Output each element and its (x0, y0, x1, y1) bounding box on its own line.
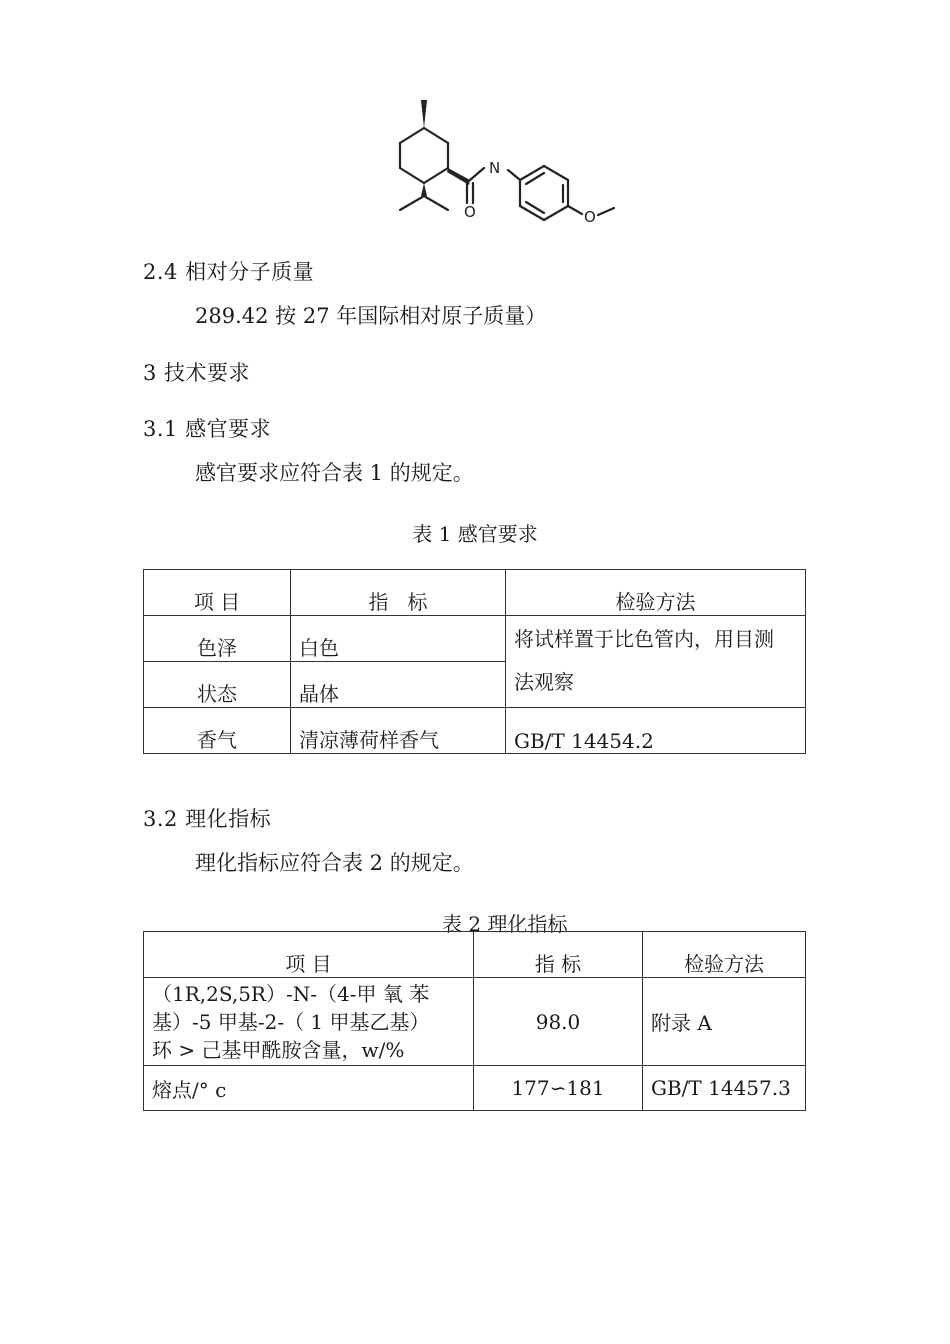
section-3-1-text: 感官要求应符合表 1 的规定。 (195, 461, 474, 485)
table1-cell-item: 状态 (144, 662, 291, 708)
atom-label-o-methoxy: O (584, 208, 596, 226)
table2-cell-value: 98.0 (474, 978, 643, 1066)
table1-method-line1: 将试样置于比色管内，用目测 (514, 627, 774, 651)
atom-label-o-carbonyl: O (464, 203, 476, 221)
table2-cell-item: 熔点/° c (144, 1066, 474, 1111)
table2-cell-item (144, 978, 474, 1066)
amide-wedge (447, 168, 470, 185)
table2-item-line2: 基）-5 甲基-2-（ 1 甲基乙基） (152, 1009, 430, 1034)
table2-cell-method: 附录 A (643, 978, 806, 1066)
table2-item-line3: 环 > 己基甲酰胺含量，w/% (152, 1037, 405, 1062)
table2-header-item: 项 目 (144, 932, 474, 978)
section-2-4-text: 289.42 按 27 年国际相对原子质量） (195, 304, 547, 328)
table2-cell-method: GB/T 14457.3 (643, 1066, 806, 1111)
table1 (143, 569, 806, 754)
table2-header-method: 检验方法 (643, 932, 806, 978)
table1-caption: 表 1 感官要求 (412, 522, 538, 546)
table2-item-line1: （1R,2S,5R）-N-（4-甲 氧 苯 (152, 981, 430, 1006)
section-3-2-heading: 3.2 理化指标 (143, 807, 272, 831)
table1-cell-value: 晶体 (291, 662, 506, 708)
table1-cell-method-merged (506, 616, 806, 708)
table2 (143, 931, 806, 1111)
table2-header-value: 指 标 (474, 932, 643, 978)
table2-cell-value: 177∽181 (474, 1066, 643, 1111)
section-3-2-text: 理化指标应符合表 2 的规定。 (195, 851, 474, 875)
table1-header-method: 检验方法 (506, 570, 806, 616)
methyl-wedge (421, 100, 427, 128)
table1-cell-method: GB/T 14454.2 (506, 708, 806, 754)
table1-header-value: 指 标 (291, 570, 506, 616)
table1-header-item: 项 目 (144, 570, 291, 616)
section-3-heading: 3 技术要求 (143, 361, 251, 385)
table2-caption: 表 2 理化指标 (442, 912, 568, 936)
section-2-4-heading: 2.4 相对分子质量 (143, 260, 315, 284)
table1-cell-item: 香气 (144, 708, 291, 754)
isopropyl-wedge (421, 183, 427, 196)
table1-cell-item: 色泽 (144, 616, 291, 662)
table1-cell-value: 白色 (291, 616, 506, 662)
table1-method-line2: 法观察 (514, 670, 574, 694)
table1-cell-value: 清凉薄荷样香气 (291, 708, 506, 754)
chemical-structure (380, 88, 630, 238)
atom-label-n: N (489, 159, 501, 177)
section-3-1-heading: 3.1 感官要求 (143, 417, 272, 441)
